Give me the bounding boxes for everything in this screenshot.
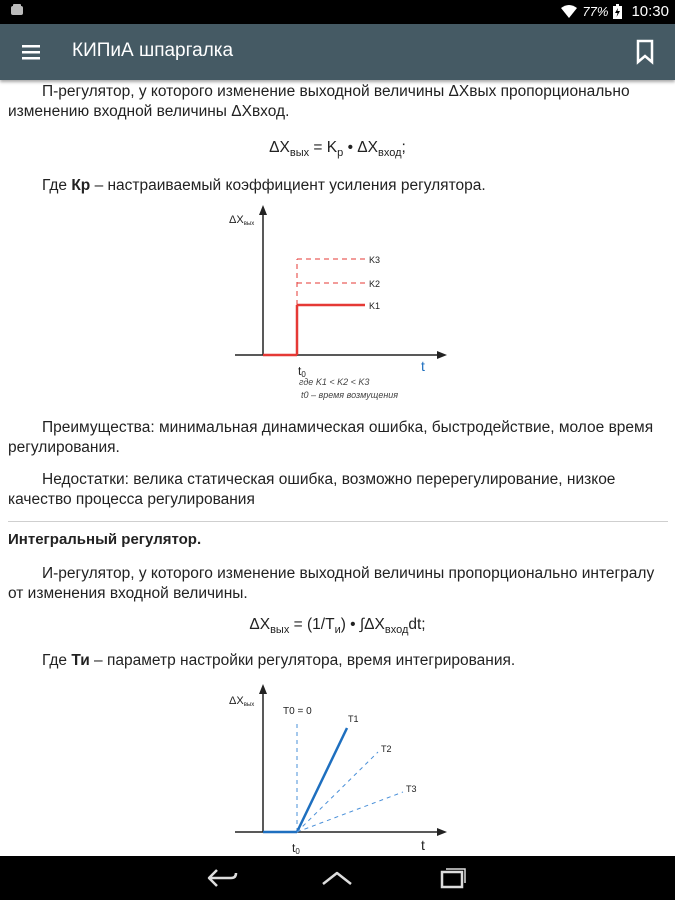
t0-label: t0 [298,364,306,379]
recent-apps-icon[interactable] [435,864,469,892]
section-divider [8,521,668,522]
p-disadvantages: Недостатки: велика статическая ошибка, возможно перерегулирование, низкое качество процесса регулирования [8,471,616,508]
p-advantages: Преимущества: минимальная динамическая ошибка, быстродействие, молое время регулирования. [8,419,654,456]
app-bar [0,24,675,80]
home-icon[interactable] [320,864,354,892]
i-where: Где Ти – параметр настройки регулятора, время интегрирования. [42,652,516,669]
y-axis-arrow [259,684,267,694]
k3-label: K3 [369,255,381,265]
t0-curve-label: T0 = 0 [283,706,312,717]
article-content[interactable] [0,80,675,856]
curve-t1 [297,728,347,832]
t0-label: t0 [292,841,300,856]
wifi-icon [561,5,577,19]
curve-t2-dashed [297,752,378,832]
chart-note-2: t0 – время возмущения [301,390,399,400]
p-intro: П-регулятор, у которого изменение выходной величины ΔXвых пропорционально изменению входной величины ΔXвход. [8,83,630,120]
bookmark-icon[interactable] [633,38,657,64]
p-where: Где Кр – настраиваемый коэффициент усиления регулятора. [42,177,486,194]
i-intro: И-регулятор, у которого изменение выходной величины пропорционально интегралу от изменения входной величины. [8,565,655,602]
p-regulator-chart [225,205,460,405]
battery-icon [613,4,622,19]
t1-label: T1 [348,714,359,724]
x-axis-arrow [437,351,447,359]
y-axis-label: ΔXвых [229,214,255,227]
k2-label: K2 [369,279,381,289]
chart-note-1: где K1 < K2 < K3 [299,377,370,387]
x-axis-arrow [437,828,447,836]
back-icon[interactable] [205,864,239,892]
i-regulator-chart [225,684,460,859]
notification-icon [10,3,24,17]
status-bar [0,0,675,24]
i-heading: Интегральный регулятор. [8,531,202,548]
k1-label: K1 [369,301,381,311]
clock: 10:30 [631,3,669,20]
menu-icon[interactable] [20,40,44,64]
p-formula: $\Delta X_{вых} = K_p$ • $\Delta X_{вход}$; [269,139,406,160]
x-axis-label: t [421,358,425,374]
t2-label: T2 [381,744,392,754]
navigation-bar [0,856,675,900]
battery-percent: 77% [582,4,609,19]
i-formula: $\Delta X_{вых} = (1/T_и)$ • $\int\Delta X_{вход}dt$; [249,616,426,637]
y-axis-arrow [259,205,267,215]
t3-label: T3 [406,784,417,794]
y-axis-label: ΔXвых [229,695,255,708]
app-title: КИПиА шпаргалка [72,40,234,61]
x-axis-label: t [421,837,425,853]
